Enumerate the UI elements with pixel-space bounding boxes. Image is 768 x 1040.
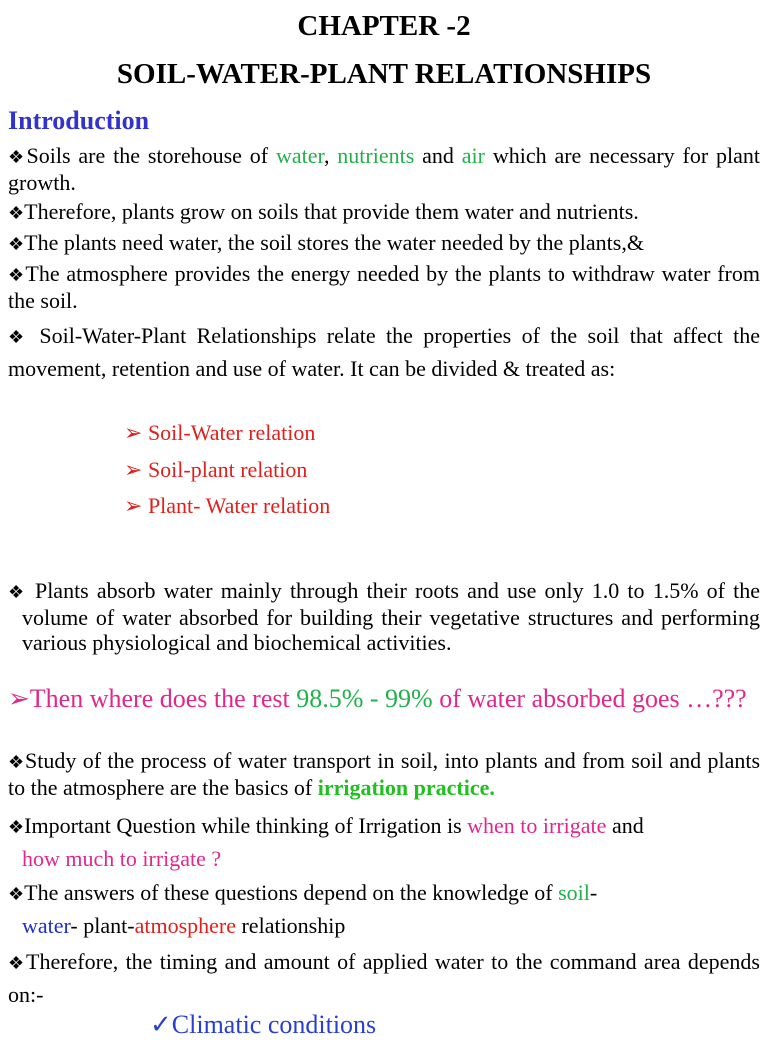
paragraph-1: ❖Soils are the storehouse of water, nutrients and air which are necessary for plant growth. — [8, 143, 761, 195]
check-icon: ✓ — [150, 1010, 172, 1039]
keyword-soil: soil — [558, 880, 590, 905]
diamond-bullet-icon: ❖ — [8, 265, 26, 285]
diamond-bullet-icon: ❖ — [8, 884, 25, 904]
diamond-bullet-icon: ❖ — [8, 582, 27, 602]
keyword-water: water — [275, 143, 324, 168]
paragraph-7: ❖Study of the process of water transport in soil, into plants and from soil and plants to the atmosphere are the basics of irrigation practice. — [8, 748, 761, 800]
arrow-bullet-icon: ➢ — [124, 420, 143, 445]
paragraph-8: ❖Important Question while thinking of Irrigation is when to irrigate and how much to irrigate ? — [8, 813, 644, 871]
keyword-how-much-to-irrigate: how much to irrigate ? — [22, 846, 222, 871]
partial-list-item: ✓Climatic conditions — [150, 1010, 377, 1039]
arrow-bullet-icon: ➢ — [124, 457, 143, 482]
diamond-bullet-icon: ❖ — [8, 817, 25, 837]
arrow-bullet-icon: ➢ — [124, 493, 143, 518]
paragraph-9: ❖The answers of these questions depend on the knowledge of soil- water- plant-atmosphere relationship — [8, 880, 598, 938]
relation-item-soil-water: ➢ Soil-Water relation — [124, 420, 316, 445]
keyword-water: water — [22, 913, 71, 938]
question-paragraph: ➢Then where does the rest 98.5% - 99% of water absorbed goes …??? — [8, 684, 747, 713]
paragraph-10: ❖Therefore, the timing and amount of applied water to the command area depends on:- — [8, 949, 760, 1007]
keyword-air: air — [461, 143, 485, 168]
diamond-bullet-icon: ❖ — [8, 327, 30, 347]
diamond-bullet-icon: ❖ — [8, 752, 25, 772]
arrow-bullet-icon: ➢ — [8, 684, 30, 713]
keyword-irrigation-practice: irrigation practice. — [317, 775, 495, 800]
paragraph-3: ❖The plants need water, the soil stores the water needed by the plants,& — [8, 230, 644, 255]
percentage-range: 98.5% - 99% — [296, 684, 433, 713]
section-heading-introduction: Introduction — [8, 106, 150, 135]
chapter-heading: CHAPTER -2 — [297, 10, 471, 42]
page-title: SOIL-WATER-PLANT RELATIONSHIPS — [116, 58, 652, 90]
paragraph-2: ❖Therefore, plants grow on soils that provide them water and nutrients. — [8, 199, 639, 224]
paragraph-5: ❖ Soil-Water-Plant Relationships relate the properties of the soil that affect the movement, retention and use of water. It can be divided & treated as: — [8, 323, 760, 381]
keyword-atmosphere: atmosphere — [134, 913, 236, 938]
diamond-bullet-icon: ❖ — [8, 147, 27, 167]
keyword-when-to-irrigate: when to irrigate — [467, 813, 607, 838]
paragraph-4: ❖The atmosphere provides the energy needed by the plants to withdraw water from the soil. — [8, 261, 760, 313]
relation-item-soil-plant: ➢ Soil-plant relation — [124, 457, 308, 482]
diamond-bullet-icon: ❖ — [8, 234, 25, 254]
relation-item-plant-water: ➢ Plant- Water relation — [124, 493, 331, 518]
keyword-nutrients: nutrients — [337, 143, 415, 168]
diamond-bullet-icon: ❖ — [8, 203, 25, 223]
diamond-bullet-icon: ❖ — [8, 953, 26, 973]
paragraph-6: ❖ Plants absorb water mainly through their roots and use only 1.0 to 1.5% of the volume of water absorbed for building their vegetative structures and performing various physiological and biochemical activities. — [8, 578, 761, 655]
